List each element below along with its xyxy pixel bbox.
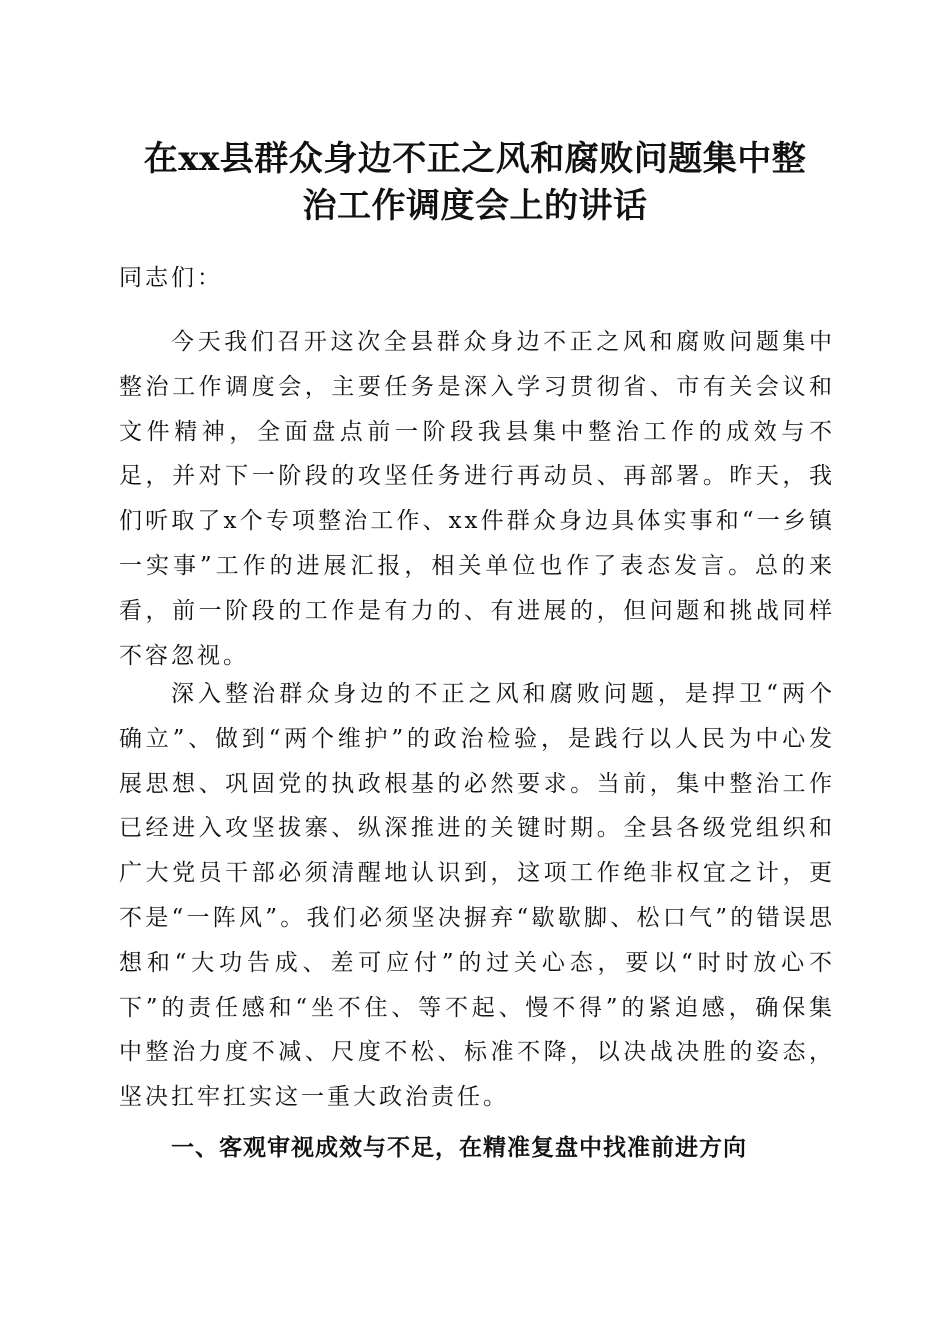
paragraph-significance: 深入整治群众身边的不正之风和腐败问题，是捍卫“两个确立”、做到“两个维护”的政治检验，是践行以人民为中心发展思想、巩固党的执政根基的必然要求。当前，集中整治工作已经进入攻坚拔寨、纵深推进的关键时期。全县各级党组织和广大党员干部必须清醒地认识到，这项工作绝非权宜之计，更不是“一阵风”。我们必须坚决摒弃“歇歇脚、松口气”的错误思想和“大功告成、差可应付”的过关心态，要以“时时放心不下”的责任感和“坐不住、等不起、慢不得”的紧迫感，确保集中整治力度不减、尺度不松、标准不降，以决战决胜的姿态，坚决扛牢扛实这一重大政治责任。: [119, 681, 835, 1111]
title-line-2: 治工作调度会上的讲话: [302, 186, 648, 226]
document-title: [100, 136, 850, 230]
paragraph-opening: 今天我们召开这次全县群众身边不正之风和腐败问题集中整治工作调度会，主要任务是深入学习贯彻省、市有关会议和文件精神，全面盘点前一阶段我县集中整治工作的成效与不足，并对下一阶段的攻坚任务进行再动员、再部署。昨天，我们听取了x个专项整治工作、xx件群众身边具体实事和“一乡镇一实事”工作的进展汇报，相关单位也作了表态发言。总的来看，前一阶段的工作是有力的、有进展的，但问题和挑战同样不容忽视。: [119, 329, 835, 669]
salutation: 同志们：: [119, 265, 223, 291]
title-line-1: 在xx县群众身边不正之风和腐败问题集中整: [143, 139, 807, 179]
section-heading-1: 一、客观审视成效与不足，在精准复盘中找准前进方向: [171, 1135, 747, 1161]
